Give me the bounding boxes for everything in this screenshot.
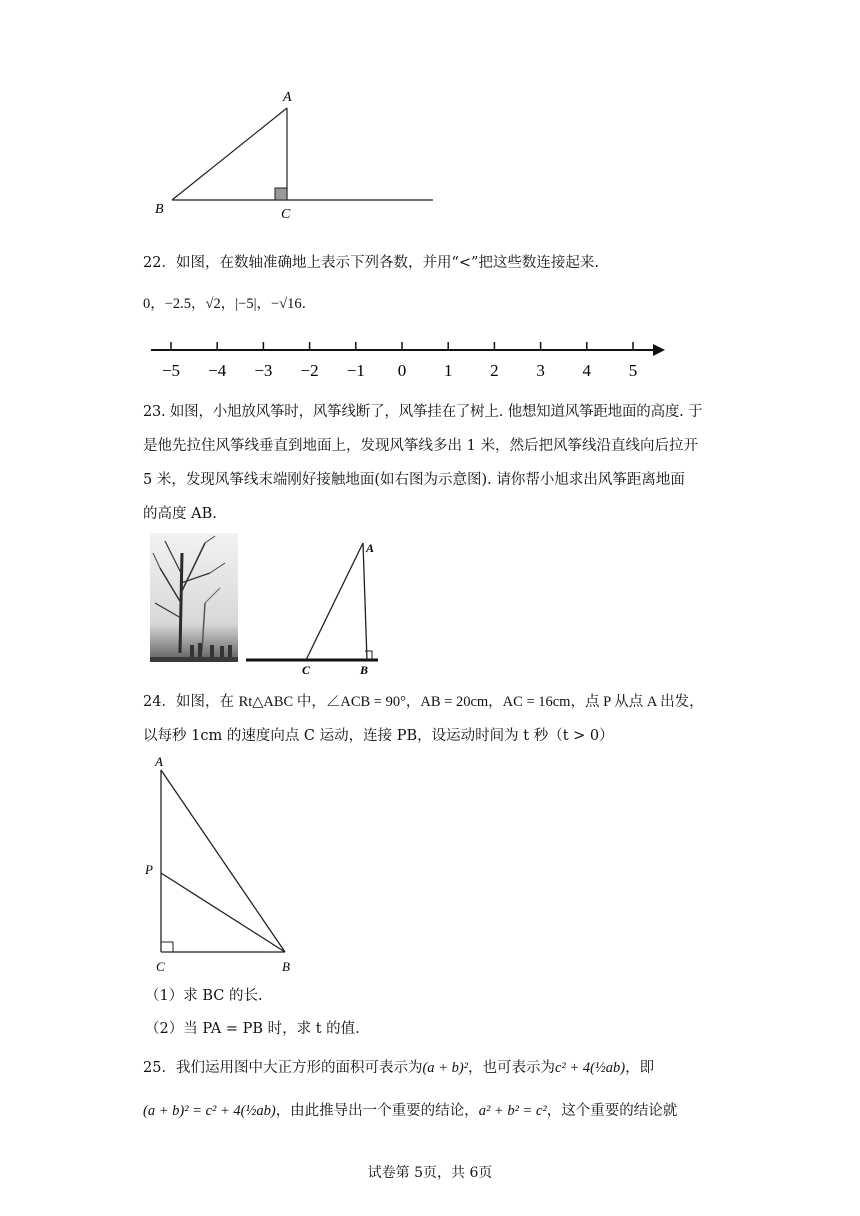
question-25-line-2 (143, 1101, 677, 1121)
question-25-derive: ，由此推导出一个重要的结论， (275, 1103, 479, 1119)
question-23-line-2: 是他先拉住风筝线垂直到地面上，发现风筝线多出 1 米，然后把风筝线沿直线向后拉开 (143, 438, 698, 454)
question-24-line-1 (143, 692, 704, 712)
question-24-prefix: 24．如图，在 (143, 694, 239, 710)
question-22-text: 22．如图，在数轴准确地上表示下列各数，并用“<”把这些数连接起来. (143, 255, 600, 271)
question-25-tail: ，这个重要的结论就 (546, 1103, 678, 1119)
number-line-tick-label: 3 (536, 361, 545, 380)
question-22-numbers: 0，−2.5，√2，|−5|，−√16． (143, 296, 317, 312)
number-line-tick-label: −1 (346, 361, 365, 380)
label-c: C (281, 207, 291, 222)
kite-diagram (244, 535, 384, 675)
number-line-tick-label: 4 (582, 361, 592, 380)
question-23-line-1: 23. 如图，小旭放风筝时，风筝线断了，风筝挂在了树上. 他想知道风筝距地面的高度. 于 (143, 404, 703, 420)
label-b: B (155, 202, 164, 217)
label-c: C (302, 663, 311, 675)
question-24-sub-2: （2）当 PA = PB 时，求 t 的值. (145, 1021, 360, 1037)
question-23-line-4: 的高度 AB. (143, 506, 217, 522)
number-line-tick-label: 1 (443, 361, 453, 380)
question-24-sub-1: （1）求 BC 的长. (145, 988, 263, 1004)
expr-identity: (a + b)² = c² + 4(½ab) (143, 1103, 276, 1119)
label-p: P (145, 862, 153, 877)
question-25-line-1 (143, 1058, 654, 1078)
question-25-intro: 25．我们运用图中大正方形的面积可表示为 (143, 1060, 423, 1076)
expr-pythagorean: a² + b² = c² (478, 1103, 547, 1119)
expr-area-sum: c² + 4(½ab) (555, 1060, 626, 1076)
number-line-tick-label: −2 (300, 361, 319, 380)
number-line-tick-label: 2 (490, 361, 499, 380)
expr-square-of-sum: (a + b)² (422, 1060, 468, 1076)
label-b: B (282, 959, 290, 974)
number-line-tick-label: −4 (208, 361, 227, 380)
tree-photo-drawing (150, 533, 238, 662)
label-a: A (155, 754, 163, 769)
number-line (145, 336, 675, 386)
question-24-line-2: 以每秒 1cm 的速度向点 C 运动，连接 PB，设运动时间为 t 秒（t > 0） (143, 728, 614, 744)
triangle-figure-abc (145, 85, 445, 225)
tree-photo (150, 533, 238, 662)
label-a: A (366, 541, 375, 555)
number-line-tick-label: 5 (628, 361, 638, 380)
right-triangle-figure-pab (140, 752, 310, 977)
question-23 (143, 402, 718, 538)
number-line-tick-label: −5 (161, 361, 181, 380)
page-footer: 试卷第 5页，共 6页 (367, 1165, 493, 1181)
question-25-that-is: ，即 (625, 1060, 655, 1076)
label-b: B (360, 663, 369, 675)
number-line-tick-label: −3 (254, 361, 273, 380)
label-c: C (156, 959, 165, 974)
question-24-givens: Rt△ABC 中，∠ACB = 90°，AB = 20cm，AC = 16cm，点 P 从点 A 出发， (238, 694, 704, 710)
question-23-line-3: 5 米，发现风筝线末端刚好接触地面(如右图为示意图). 请你帮小旭求出风筝距离地面 (143, 472, 685, 488)
number-line-tick-label: 0 (397, 361, 407, 380)
label-a: A (283, 90, 292, 105)
question-25-also: ，也可表示为 (468, 1060, 555, 1076)
